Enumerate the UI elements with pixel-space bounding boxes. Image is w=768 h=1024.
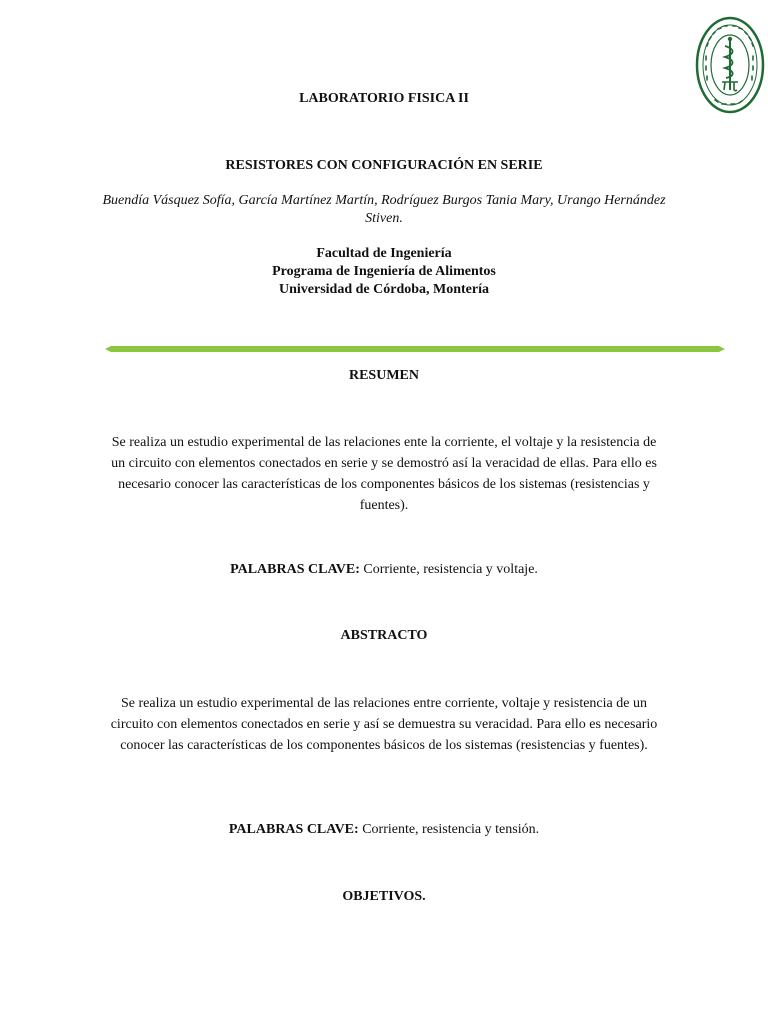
keywords-values: Corriente, resistencia y voltaje. — [363, 562, 538, 577]
university-seal-logo — [695, 16, 765, 114]
abstracto-keywords — [100, 822, 668, 838]
program-name: Programa de Ingeniería de Alimentos — [272, 264, 496, 279]
resumen-paragraph: Se realiza un estudio experimental de las relaciones ente la corriente, el voltaje y la resistencia de un circuito con elementos conectados en serie y se demostró así la veracidad de ellas. Para ello es necesario conocer las características de los componentes básicos de los sistemas (resistencias y fuentes). — [111, 435, 657, 513]
keywords-label: PALABRAS CLAVE: — [230, 562, 360, 577]
resumen-keywords — [100, 562, 668, 578]
report-title: RESISTORES CON CONFIGURACIÓN EN SERIE — [225, 158, 543, 173]
university-name: Universidad de Córdoba, Montería — [279, 282, 489, 297]
affiliation-block — [100, 245, 668, 299]
authors-list: Buendía Vásquez Sofía, García Martínez Martín, Rodríguez Burgos Tania Mary, Urango Hernández Stiven. — [102, 193, 666, 226]
resumen-heading: RESUMEN — [348, 368, 419, 383]
abstracto-paragraph: Se realiza un estudio experimental de las relaciones entre corriente, voltaje y resistencia de un circuito con elementos conectados en serie y así se demuestra su veracidad. Para ello es necesario conocer las características de los componentes básicos de los sistemas (resistencias y fuentes). — [110, 696, 658, 753]
keywords-values: Corriente, resistencia y tensión. — [362, 822, 540, 837]
section-divider — [105, 345, 725, 353]
faculty-name: Facultad de Ingeniería — [316, 246, 452, 261]
keywords-label: PALABRAS CLAVE: — [228, 822, 359, 837]
abstracto-heading: ABSTRACTO — [340, 628, 428, 643]
objetivos-heading: OBJETIVOS. — [342, 889, 426, 904]
course-title: LABORATORIO FISICA II — [299, 91, 469, 106]
